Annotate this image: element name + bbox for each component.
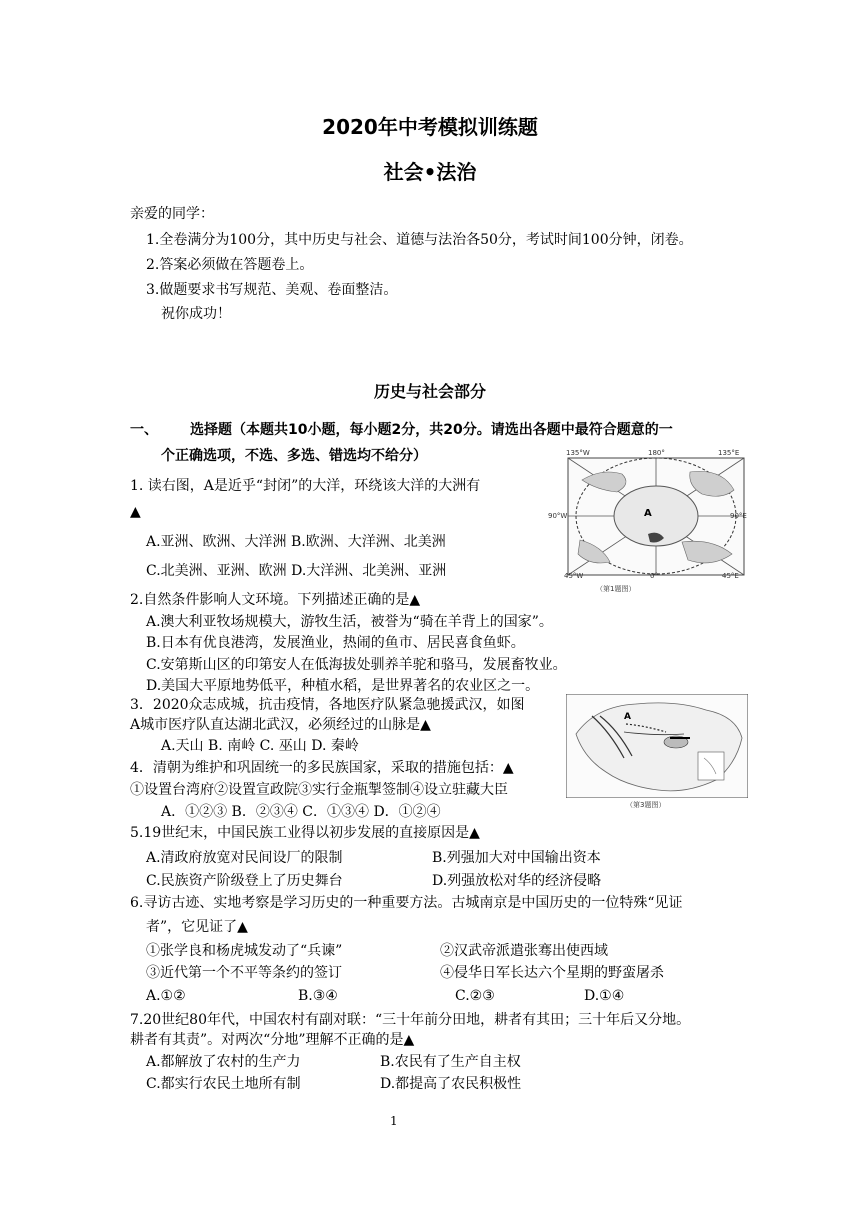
closing-wish: 祝你成功！: [161, 306, 231, 322]
map-label-0: 0°: [650, 572, 658, 580]
china-map-svg: [566, 694, 748, 798]
q6-option-b: B.③④: [298, 988, 338, 1004]
q6-item-1: ①张学良和杨虎城发动了“兵谏”: [146, 943, 343, 959]
q6-stem-line1: 6.寻访古迹、实地考察是学习历史的一种重要方法。古城南京是中国历史的一位特殊“见证: [130, 895, 683, 911]
q7-option-b: B.农民有了生产自主权: [380, 1054, 521, 1070]
q6-item-2: ②汉武帝派遣张骞出使西域: [440, 943, 608, 959]
q1-options-ab: A.亚洲、欧洲、大洋洲 B.欧洲、大洋洲、北美洲: [146, 534, 446, 550]
q6-stem-line2: 者”，它见证了▲: [146, 919, 248, 935]
q7-option-a: A.都解放了农村的生产力: [146, 1054, 301, 1070]
map-caption-q1: （第1题图）: [596, 585, 636, 593]
q1-stem: 1. 读右图，A是近乎“封闭”的大洋，环绕该大洋的大洲有: [130, 478, 481, 494]
q4-options: A．①②③ B．②③④ C．①③④ D．①②④: [161, 804, 441, 820]
greeting: 亲爱的同学：: [130, 206, 214, 222]
polar-map-svg: [562, 450, 750, 580]
q6-option-a: A.①②: [146, 988, 186, 1004]
part-instruction-line1: 选择题（本题共10小题，每小题2分，共20分。请选出各题中最符合题意的一: [190, 422, 673, 438]
page-number: 1: [390, 1114, 398, 1128]
q2-option-b: B.日本有优良港湾，发展渔业，热闹的鱼市、居民喜食鱼虾。: [146, 635, 525, 651]
q2-option-d: D.美国大平原地势低平，种植水稻，是世界著名的农业区之一。: [146, 678, 540, 694]
q7-stem-line2: 耕者有其责”。对两次“分地”理解不正确的是▲: [130, 1032, 415, 1048]
q6-option-c: C.②③: [455, 988, 495, 1004]
exam-subject: 社会•法治: [383, 160, 477, 184]
q2-option-a: A.澳大利亚牧场规模大，游牧生活，被誉为“骑在羊背上的国家”。: [146, 614, 553, 630]
q7-option-d: D.都提高了农民积极性: [380, 1076, 522, 1092]
map-label-a: A: [624, 712, 631, 722]
part-number: 一、: [130, 422, 158, 438]
q5-option-d: D.列强放松对华的经济侵略: [432, 873, 602, 889]
q1-answer-mark: ▲: [130, 504, 141, 520]
map-label-135w: 135°W: [566, 449, 590, 457]
q2-stem: 2.自然条件影响人文环境。下列描述正确的是▲: [130, 592, 421, 608]
q3-china-map-figure: [566, 694, 748, 812]
q1-polar-map-figure: [548, 449, 750, 596]
map-label-135e: 135°E: [718, 449, 740, 457]
map-label-45w: 45°W: [564, 572, 584, 580]
q5-option-c: C.民族资产阶级登上了历史舞台: [146, 873, 343, 889]
q6-option-d: D.①④: [584, 988, 625, 1004]
q4-stem: 4．清朝为维护和巩固统一的多民族国家，采取的措施包括：▲: [130, 760, 514, 776]
q6-item-4: ④侵华日军长达六个星期的野蛮屠杀: [440, 965, 664, 981]
part-instruction-line2: 个正确选项，不选、多选、错选均不给分）: [161, 448, 427, 464]
q2-option-c: C.安第斯山区的印第安人在低海拔处驯养羊驼和骆马，发展畜牧业。: [146, 657, 567, 673]
instruction-1: 1.全卷满分为100分，其中历史与社会、道德与法治各50分，考试时间100分钟，闭卷。: [146, 232, 693, 248]
q4-items: ①设置台湾府②设置宣政院③实行金瓶掣签制④设立驻藏大臣: [130, 782, 508, 798]
instruction-3: 3.做题要求书写规范、美观、卷面整洁。: [146, 282, 398, 298]
q6-item-3: ③近代第一个不平等条约的签订: [146, 965, 342, 981]
q7-option-c: C.都实行农民土地所有制: [146, 1076, 301, 1092]
map-label-a: A: [644, 508, 652, 519]
q3-stem-line2: A城市医疗队直达湖北武汉，必须经过的山脉是▲: [130, 717, 431, 733]
map-caption-q3: （第3题图）: [626, 801, 666, 809]
map-label-90w: 90°W: [548, 512, 568, 520]
q1-options-cd: C.北美洲、亚洲、欧洲 D.大洋洲、北美洲、亚洲: [146, 563, 447, 579]
q3-stem-line1: 3．2020众志成城，抗击疫情，各地医疗队紧急驰援武汉，如图: [130, 697, 525, 713]
map-label-90e: 90°E: [730, 512, 747, 520]
instruction-2: 2.答案必须做在答题卷上。: [146, 257, 314, 273]
q5-stem: 5.19世纪末，中国民族工业得以初步发展的直接原因是▲: [130, 825, 480, 841]
q3-options: A.天山 B. 南岭 C. 巫山 D. 秦岭: [161, 738, 359, 754]
map-label-45e: 45°E: [722, 572, 739, 580]
q7-stem-line1: 7.20世纪80年代，中国农村有副对联：“三十年前分田地，耕者有其田；三十年后又分地。: [130, 1012, 691, 1028]
q5-option-a: A.清政府放宽对民间设厂的限制: [146, 850, 343, 866]
exam-title: 2020年中考模拟训练题: [322, 115, 538, 139]
map-label-180: 180°: [648, 449, 665, 457]
q5-option-b: B.列强加大对中国输出资本: [432, 850, 601, 866]
section-title: 历史与社会部分: [373, 382, 486, 401]
